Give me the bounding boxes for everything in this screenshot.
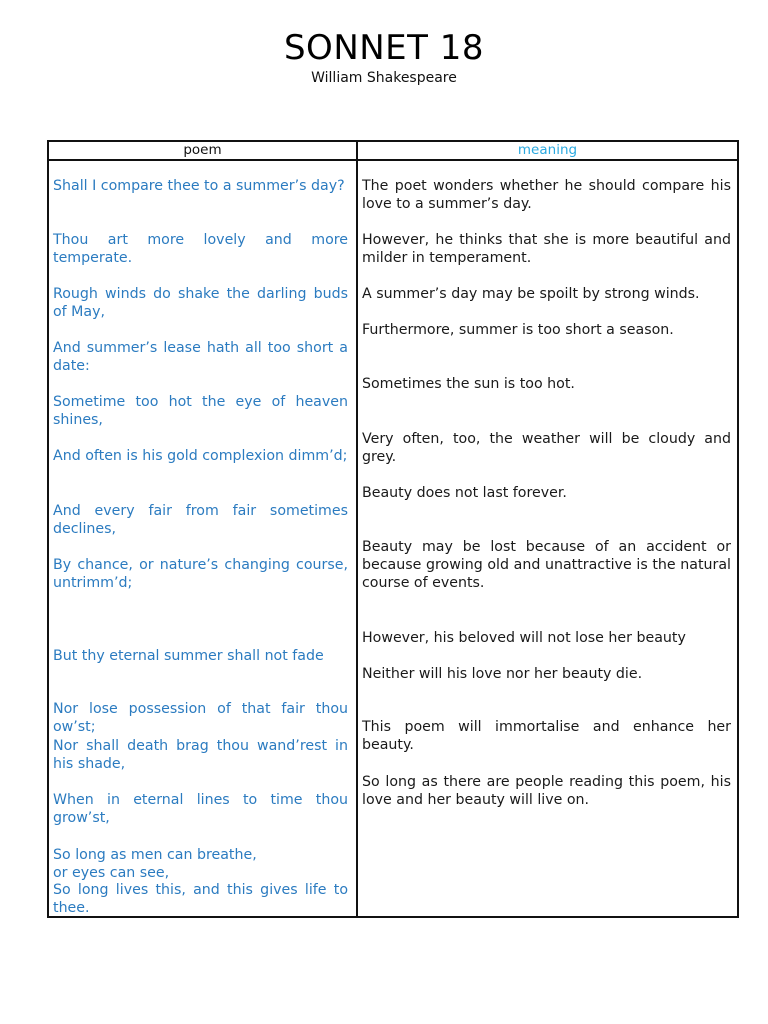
meaning-5: Sometimes the sun is too hot. — [362, 376, 575, 392]
poem-line-14: or eyes can see, — [53, 865, 170, 881]
poem-line-4: And summer’s lease hath all too short a date: — [53, 340, 348, 374]
meaning-2: However, he thinks that she is more beautiful and milder in temperament. — [362, 232, 731, 266]
poem-line-8: By chance, or nature’s changing course, untrimm’d; — [53, 557, 348, 591]
poem-line-6: And often is his gold complexion dimm’d; — [53, 448, 348, 464]
meaning-6: Very often, too, the weather will be cloudy and grey. — [362, 431, 731, 465]
meaning-4: Furthermore, summer is too short a season. — [362, 322, 674, 338]
poem-line-15: So long lives this, and this gives life to thee. — [53, 882, 348, 916]
meaning-8: Beauty may be lost because of an accident or because growing old and unattractive is the natural course of events. — [362, 539, 731, 591]
poem-line-11: Nor shall death brag thou wand’rest in his shade, — [53, 738, 348, 772]
poem-line-13: So long as men can breathe, — [53, 847, 257, 863]
meaning-12: So long as there are people reading this poem, his love and her beauty will live on. — [362, 774, 731, 808]
column-header-poem: poem — [183, 142, 222, 158]
poem-line-1: Shall I compare thee to a summer’s day? — [53, 178, 345, 194]
column-divider — [356, 142, 358, 916]
meaning-3: A summer’s day may be spoilt by strong winds. — [362, 286, 700, 302]
poem-line-10: Nor lose possession of that fair thou ow’st; — [53, 701, 348, 735]
meaning-7: Beauty does not last forever. — [362, 485, 567, 501]
meaning-11: This poem will immortalise and enhance her beauty. — [362, 719, 731, 753]
document-title: SONNET 18 — [283, 28, 485, 68]
column-header-meaning: meaning — [517, 142, 578, 158]
poem-line-3: Rough winds do shake the darling buds of May, — [53, 286, 348, 320]
poem-line-12: When in eternal lines to time thou grow’st, — [53, 792, 348, 826]
header-divider — [49, 159, 737, 161]
meaning-10: Neither will his love nor her beauty die. — [362, 666, 643, 682]
poem-line-9: But thy eternal summer shall not fade — [53, 648, 324, 664]
meaning-9: However, his beloved will not lose her beauty — [362, 630, 686, 646]
meaning-1: The poet wonders whether he should compare his love to a summer’s day. — [362, 178, 731, 212]
poem-line-2: Thou art more lovely and more temperate. — [53, 232, 348, 266]
poem-line-5: Sometime too hot the eye of heaven shines, — [53, 394, 348, 428]
poem-line-7: And every fair from fair sometimes declines, — [53, 503, 348, 537]
author-name: William Shakespeare — [311, 70, 457, 86]
